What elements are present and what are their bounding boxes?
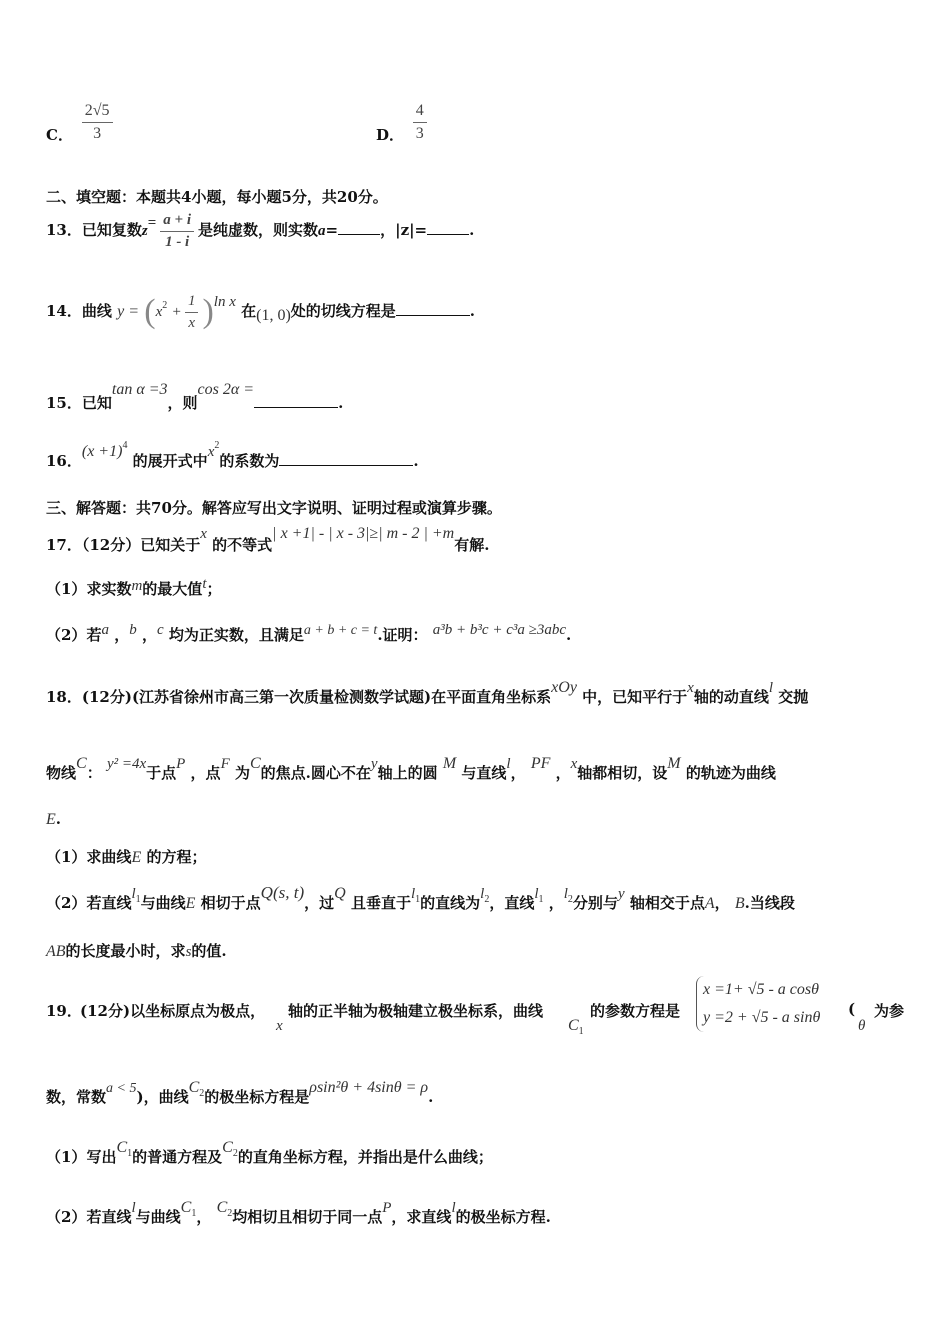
q19-s2-c2-sub: 2	[227, 1208, 233, 1219]
q18-c-2: C	[249, 755, 261, 772]
option-d	[376, 102, 431, 145]
q18-s2-l1-3: l	[534, 886, 539, 902]
q18-text-8: ，点	[190, 764, 221, 782]
q17-s2-text-2: 均为正实数，且满足	[168, 626, 304, 644]
q14-x: x	[155, 304, 163, 320]
option-c-num: 2√5	[82, 102, 113, 123]
q17-s2-text-3: .证明：	[377, 626, 428, 644]
q18-s2-l1-2-sub: 1	[415, 894, 421, 905]
q14-paren-close: )	[202, 293, 214, 330]
q18-text-12: 与直线	[461, 764, 507, 782]
q18-xoy: xOy	[551, 679, 577, 696]
q14-number: 14．	[46, 302, 82, 320]
q18-s2-text-7: ，直线	[489, 894, 535, 912]
q13-z: z	[141, 223, 148, 239]
q19-c1-letter: C	[568, 1017, 579, 1034]
q19-c1	[568, 1016, 584, 1037]
q18-s2-l1-2: l	[410, 886, 416, 902]
q19-c2-letter: C	[188, 1079, 200, 1096]
q19-param-system	[696, 976, 820, 1032]
q19-s2-c2-letter: C	[216, 1199, 228, 1216]
q18-e: E	[46, 811, 56, 828]
q14-text-3: 处的切线方程是	[290, 302, 396, 320]
question-18-line-3	[46, 810, 906, 829]
option-c-fraction	[82, 102, 113, 142]
q13-text-3: =	[325, 221, 339, 239]
q19-param-y: y =2 + √5 - a sinθ	[703, 1009, 821, 1026]
q17-s2-a: a	[101, 622, 109, 638]
q18-text-16: 的轨迹为曲线	[685, 764, 776, 782]
q14-paren-open: (	[144, 293, 156, 330]
q18-text-3: 轴的动直线	[693, 688, 769, 706]
q19-s1-text-2: 的普通方程及	[132, 1148, 223, 1166]
q17-s2-condition: a + b + c = t	[303, 623, 378, 638]
q17-s1-m: m	[131, 578, 143, 594]
q17-text-3: 有解.	[454, 536, 490, 554]
q13-text-2: 是纯虚数，则实数	[198, 221, 319, 239]
q18-s2-text-6: 的直线为	[420, 894, 481, 912]
option-d-num: 4	[413, 102, 427, 123]
q18-s2-ab: AB	[46, 943, 66, 960]
q18-s2-text-10: 轴相交于点	[629, 894, 705, 912]
q19-s2-c1-letter: C	[180, 1199, 192, 1216]
q15-tan: tan α =3	[111, 381, 168, 398]
q19-s2-text-1: 若直线	[86, 1208, 132, 1226]
q18-text-9: 为	[234, 764, 250, 782]
q17-s1-label: （1）	[46, 580, 87, 598]
q19-text-4: (	[848, 1000, 856, 1018]
q19-text-7: )，曲线	[136, 1088, 189, 1106]
q17-s2-text-4: .	[566, 626, 572, 644]
q18-parabola: y² =4x	[106, 756, 147, 772]
q18-pf: PF	[530, 755, 551, 772]
q18-s2-l1: l	[131, 886, 136, 902]
question-18-line-2	[46, 752, 906, 782]
q18-s2-l1-3-sub: 1	[538, 894, 544, 905]
q13-a: a	[318, 223, 326, 239]
q18-x: x	[687, 680, 694, 696]
section3-header: 三、解答题：共70分。解答应写出文字说明、证明过程或演算步骤。	[46, 499, 502, 517]
q19-s2-c1	[180, 1198, 197, 1219]
q19-s1-c1	[116, 1138, 133, 1159]
q13-frac-den: 1 - i	[165, 233, 190, 250]
q19-s1-text-1: 写出	[86, 1148, 117, 1166]
q16-exponent: 4	[122, 440, 128, 451]
q19-text-3: 的参数方程是	[590, 1002, 681, 1020]
q16-binomial: (x +1)	[81, 443, 123, 460]
q17-s2-b: b	[129, 622, 137, 638]
q18-text-15: 轴都相切，设	[577, 764, 668, 782]
q18-sub-1	[46, 846, 906, 867]
q14-frac-den: x	[188, 314, 196, 331]
q14-x-exp: 2	[162, 300, 168, 311]
q18-s2-l2: l	[480, 886, 485, 902]
q19-s2-l: l	[131, 1200, 136, 1216]
q19-c2-sub: 2	[199, 1088, 205, 1099]
q17-text-1: （12分）已知关于	[81, 536, 201, 554]
q19-s1-c2-letter: C	[222, 1139, 233, 1156]
question-19-line-2	[46, 1076, 906, 1106]
q18-s1-text-1: （1）求曲线	[46, 848, 132, 866]
q13-text-1: 已知复数	[81, 221, 142, 239]
q18-text-7: 于点	[146, 764, 177, 782]
q17-sub-2	[46, 624, 906, 645]
q14-text-2: 在	[241, 302, 257, 320]
q18-s2-label: （2）	[46, 894, 87, 912]
q19-s2-label: （2）	[46, 1208, 87, 1226]
option-d-label: D．	[376, 126, 405, 145]
q18-s2-text-1: 若直线	[86, 894, 132, 912]
q18-x-2: x	[570, 756, 578, 772]
q18-text-2: 中，已知平行于	[582, 688, 688, 706]
q13-text-5: .	[469, 221, 475, 239]
q19-s1-c1-sub: 1	[127, 1148, 133, 1159]
q17-s2-sep-1: ，	[114, 626, 130, 644]
q18-s2-l2-2: l	[563, 886, 568, 902]
q18-text-4: 交抛	[778, 688, 809, 706]
q16-text-1: 的展开式中	[132, 452, 208, 470]
q14-ln: ln x	[213, 294, 236, 310]
question-16	[46, 440, 906, 470]
q16-text-3: .	[413, 452, 419, 470]
q19-param-x: x =1+ √5 - a cosθ	[703, 981, 819, 998]
option-c	[46, 102, 117, 145]
q13-frac-num: a + i	[160, 212, 194, 232]
q17-number: 17．	[46, 536, 82, 554]
q15-text-3: .	[338, 394, 344, 412]
q15-cos: cos 2α =	[197, 381, 255, 398]
q15-text-2: ，则	[167, 394, 198, 412]
question-13	[46, 212, 906, 250]
q18-s2-text-13: 的长度最小时，求	[65, 942, 186, 960]
q13-text-4: ，|z|=	[380, 221, 428, 239]
q19-s2-c2	[216, 1198, 233, 1219]
question-17	[46, 522, 906, 554]
q18-c: C	[76, 755, 87, 772]
option-c-label: C．	[46, 126, 73, 145]
q19-a-cond: a < 5	[106, 1081, 137, 1096]
q19-sub-2	[46, 1196, 906, 1226]
q18-s2-text-4: ，过	[304, 894, 335, 912]
q19-text-6: 数，常数	[46, 1088, 107, 1106]
q14-blank[interactable]	[396, 314, 470, 316]
q19-s1-c1-letter: C	[116, 1139, 128, 1156]
q14-frac-num: 1	[185, 293, 199, 313]
q19-text-8: 的极坐标方程是	[204, 1088, 310, 1106]
q19-s2-text-2: 与曲线	[135, 1208, 181, 1226]
q13-blank-2[interactable]	[427, 233, 469, 235]
q14-plus: +	[172, 304, 181, 320]
q18-s1-text-2: 的方程；	[146, 848, 207, 866]
q15-blank[interactable]	[254, 406, 338, 408]
option-d-den: 3	[415, 124, 424, 142]
q18-s2-b: B	[734, 895, 745, 912]
section2-header: 二、填空题：本题共4小题，每小题5分，共20分。	[46, 188, 388, 206]
q13-number: 13．	[46, 221, 82, 239]
q16-number: 16．	[46, 452, 82, 470]
q18-s2-text-14: 的值.	[191, 942, 227, 960]
q18-m-2: M	[667, 755, 681, 772]
q18-text-13: ，	[510, 764, 526, 782]
q18-s2-q-point: Q(s, t)	[260, 883, 305, 902]
q19-s2-text-4: 均相切且相切于同一点	[232, 1208, 383, 1226]
q13-blank-1[interactable]	[338, 233, 380, 235]
q18-s2-s: s	[185, 944, 192, 960]
q14-fraction	[185, 293, 199, 331]
q14-text-4: .	[469, 302, 476, 320]
q19-number: 19．	[46, 1002, 82, 1020]
q19-s1-c2	[222, 1138, 238, 1159]
q18-text-10: 的焦点.圆心不在	[260, 764, 371, 782]
q19-c1-sub: 1	[578, 1026, 584, 1037]
q13-eq: =	[147, 215, 157, 231]
q19-s2-text-5: ，求直线	[391, 1208, 452, 1226]
question-14	[46, 293, 906, 331]
q18-text-14: ，	[555, 764, 571, 782]
q18-s2-l1-sub: 1	[135, 894, 141, 905]
q14-point: (1, 0)	[256, 307, 291, 324]
q18-f: F	[220, 756, 230, 772]
q19-theta: θ	[858, 1018, 866, 1034]
q17-s2-text-1: 若	[86, 626, 102, 644]
q17-text-2: 的不等式	[212, 536, 273, 554]
q14-text-1: 曲线	[81, 302, 112, 320]
q17-s1-text-2: 的最大值	[142, 580, 203, 598]
q19-x: x	[276, 1018, 283, 1034]
q19-s1-c2-sub: 2	[232, 1148, 238, 1159]
q15-text-1: 已知	[81, 394, 112, 412]
q18-s2-l2-2-sub: 2	[567, 894, 573, 905]
q19-polar: ρsin²θ + 4sinθ = ρ	[309, 1079, 429, 1096]
q18-text-1: (12分)(江苏省徐州市高三第一次质量检测数学试题)在平面直角坐标系	[81, 688, 552, 706]
question-15	[46, 378, 906, 412]
q17-s1-t: t	[202, 576, 207, 592]
q17-s1-text-3: ；	[206, 580, 222, 598]
q19-text-5: 为参	[874, 1002, 905, 1020]
q17-sub-1	[46, 578, 906, 599]
q18-s2-q: Q	[334, 885, 346, 902]
q18-l-2: l	[506, 756, 511, 772]
q18-text-6: ：	[86, 764, 102, 782]
q15-number: 15．	[46, 394, 82, 412]
option-c-den: 3	[93, 124, 102, 142]
question-19-line-1	[46, 976, 906, 1038]
question-18-line-1	[46, 676, 906, 706]
q19-text-9: .	[428, 1088, 434, 1106]
q18-s2-text-9: 分别与	[572, 894, 618, 912]
q19-c2	[188, 1078, 205, 1099]
q18-number: 18．	[46, 688, 82, 706]
q18-s2-text-3: 相切于点	[200, 894, 261, 912]
q18-s2-text-12: .当线段	[744, 894, 795, 912]
q19-sub-1	[46, 1136, 906, 1166]
q19-s1-text-3: 的直角坐标方程，并指出是什么曲线；	[237, 1148, 493, 1166]
q19-s1-label: （1）	[46, 1148, 87, 1166]
q19-text-2: 轴的正半轴为极轴建立极坐标系，曲线	[288, 1002, 544, 1020]
q18-text-11: 轴上的圆	[377, 764, 438, 782]
q18-sub-2	[46, 882, 906, 912]
q19-s2-p: P	[382, 1200, 392, 1216]
q18-s2-y: y	[617, 886, 625, 902]
q18-text-17: .	[55, 810, 62, 828]
q18-text-5: 物线	[46, 764, 77, 782]
q18-m: M	[442, 755, 457, 772]
q17-inequality: | x +1| - | x - 3|≥| m - 2 | +m	[272, 525, 455, 542]
q16-x-exp: 2	[214, 440, 220, 451]
q17-s2-sep-2: ，	[141, 626, 157, 644]
q18-y: y	[370, 756, 378, 772]
q17-s2-label: （2）	[46, 626, 87, 644]
q19-text-1: (12分)以坐标原点为极点，	[80, 1002, 266, 1020]
q18-s2-text-8: ，	[548, 894, 564, 912]
q16-text-2: 的系数为	[219, 452, 280, 470]
q18-p: P	[176, 756, 186, 772]
q17-x: x	[200, 526, 207, 542]
q19-s2-text-6: 的极坐标方程.	[455, 1208, 551, 1226]
q18-s2-text-5: 且垂直于	[350, 894, 411, 912]
q19-s2-l-2: l	[451, 1200, 456, 1216]
q18-sub-2-line-2	[46, 940, 906, 961]
q18-s2-text-11: ，	[714, 894, 730, 912]
q18-s2-a: A	[704, 895, 715, 912]
q17-s1-text-1: 求实数	[86, 580, 132, 598]
q18-s1-e: E	[131, 849, 142, 866]
q14-expr-left: y =	[117, 303, 140, 320]
q17-s2-inequality: a³b + b³c + c³a ≥3abc	[432, 622, 566, 638]
q16-x: x	[207, 444, 215, 460]
option-d-fraction	[413, 102, 427, 142]
q18-l: l	[768, 680, 774, 696]
q16-blank[interactable]	[279, 464, 413, 466]
q18-s2-l2-sub: 2	[484, 894, 490, 905]
q18-s2-text-2: 与曲线	[140, 894, 186, 912]
q13-fraction	[160, 212, 194, 250]
q18-s2-e: E	[185, 895, 196, 912]
q19-s2-c1-sub: 1	[191, 1208, 197, 1219]
q17-s2-c: c	[156, 622, 164, 638]
q19-s2-text-3: ，	[196, 1208, 212, 1226]
